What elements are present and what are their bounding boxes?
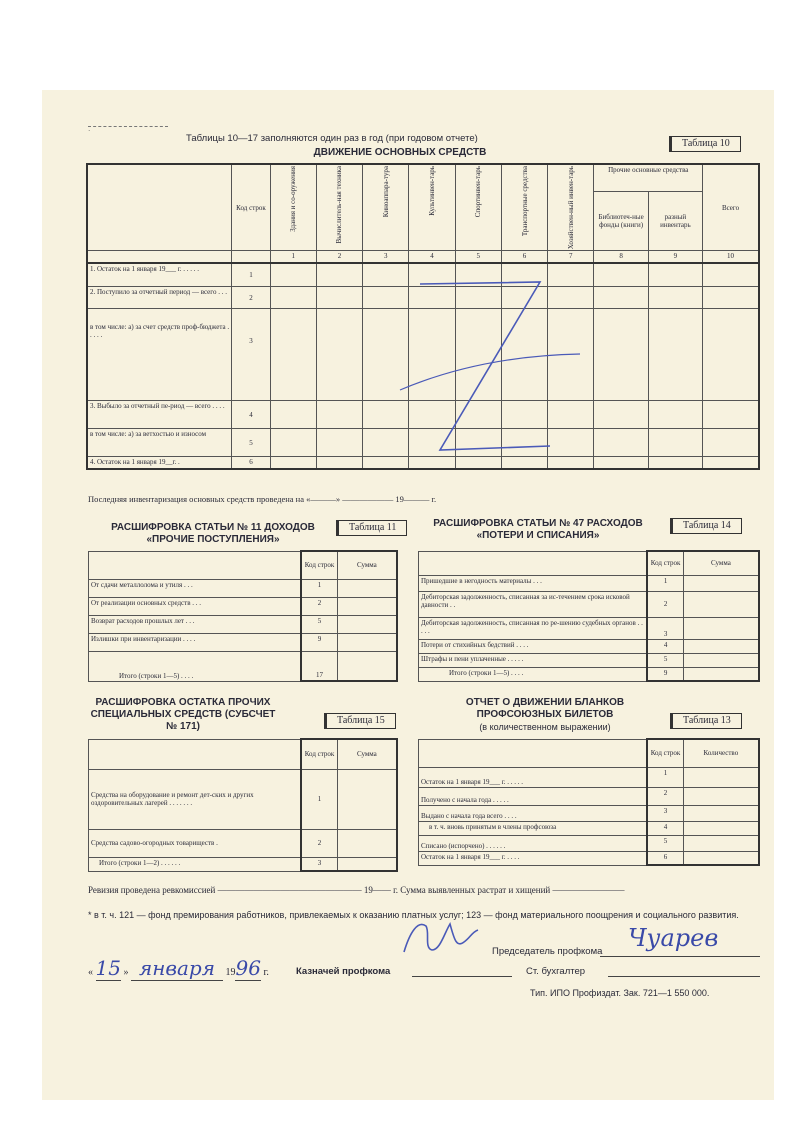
row-code: 5 [301,615,337,633]
col-header-2: Вычислитель-ная техника [335,166,344,244]
cell[interactable] [316,457,362,469]
col-number: 7 [548,251,594,263]
row-label: 3. Выбыло за отчетный пе-риод — всего . . . . [87,401,232,429]
col-header-8: Библиотеч-ные фонды (книги) [594,191,648,251]
row-code: 1 [301,579,337,597]
row-code: 2 [232,287,270,309]
revision-line: Ревизия проведена ревкомиссией ———————————————— 19—— г. Сумма выявленных растрат и хищений ———————— [88,885,625,895]
date-year[interactable]: 96 [235,956,261,980]
cell[interactable] [683,821,759,835]
table-row [89,829,398,857]
row-label: Получено с начала года . . . . . [419,787,648,805]
table-row [419,617,760,639]
cell[interactable] [270,309,316,401]
cell[interactable] [648,309,702,401]
row-code: 1 [232,263,270,287]
cell[interactable] [703,429,759,457]
chairman-label: Председатель профкома [492,946,603,957]
col-sum-header: Сумма [683,551,759,575]
table-row [419,787,760,805]
col-number: 5 [455,251,501,263]
cell[interactable] [316,401,362,429]
cell[interactable] [270,401,316,429]
cell[interactable] [703,457,759,469]
col-qty-header: Количество [683,739,759,767]
col-header-7: Хозяйствен-ный инвен-тарь [566,166,575,250]
table-14-title: РАСШИФРОВКА СТАТЬИ № 47 РАСХОДОВ «ПОТЕРИ И СПИСАНИЯ» [433,518,643,541]
row-code: 2 [647,787,683,805]
chairman-line [600,956,760,957]
cell[interactable] [270,457,316,469]
table-row [419,835,760,851]
cell[interactable] [270,429,316,457]
row-code: 17 [301,651,337,681]
row-code: 1 [301,769,337,829]
table-row [89,769,398,829]
row-code: 9 [647,667,683,681]
table-11-title: РАСШИФРОВКА СТАТЬИ № 11 ДОХОДОВ «ПРОЧИЕ ПОСТУПЛЕНИЯ» [111,522,315,545]
row-code: 1 [647,575,683,591]
inventory-line: Последняя инвентаризация основных средств проведена на «———» —————— 19——— г. [88,494,437,504]
row-label: в том числе: а) за ветхостью и износом [87,429,232,457]
cell[interactable] [270,263,316,287]
table-13 [418,738,760,866]
table-14-tag: Таблица 14 [670,518,742,534]
row-code: 4 [647,639,683,653]
row-code: 3 [647,617,683,639]
cell[interactable] [648,263,702,287]
cell[interactable] [683,787,759,805]
table-row [419,591,760,617]
table-row [419,821,760,835]
row-label: 1. Остаток на 1 января 19___ г. . . . . . [87,263,232,287]
cell[interactable] [337,769,397,829]
row-code: 6 [232,457,270,469]
row-label: 4. Остаток на 1 января 19__г. . [87,457,232,469]
col-number: 6 [501,251,547,263]
table-15 [88,738,398,872]
cell[interactable] [683,617,759,639]
table-15-title: РАСШИФРОВКА ОСТАТКА ПРОЧИХ СПЕЦИАЛЬНЫХ СРЕДСТВ (СУБСЧЕТ № 171) [90,697,276,732]
row-code: 9 [301,633,337,651]
cell[interactable] [316,309,362,401]
date-month[interactable]: января [131,956,223,981]
col-header-1: Здания и со-оружения [289,166,298,232]
row-label: в т. ч. вновь принятым в члены профсоюза [419,821,648,835]
date-prefix: « [88,967,93,978]
row-label: Возврат расходов прошлых лет . . . [89,615,302,633]
row-code: 6 [647,851,683,865]
table-row [89,579,398,597]
row-code: 3 [232,309,270,401]
col-sum-header: Сумма [337,739,397,769]
cell[interactable] [683,639,759,653]
col-header-6: Транспортные средства [520,166,529,237]
table-row [419,805,760,821]
cell[interactable] [648,287,702,309]
row-label: Выдано с начала года всего . . . . [419,805,648,821]
row-label: Остаток на 1 января 19___ г. . . . . [419,851,648,865]
col-header-4: Культинвен-тарь [428,166,436,216]
table-row [89,597,398,615]
row-code: 2 [301,597,337,615]
cell[interactable] [337,651,397,681]
table-row [419,851,760,865]
col-group-other: Прочие основные средства [594,164,703,191]
col-header-3: Киноаппара-тура [381,166,390,218]
row-label: Остаток на 1 января 19___ г. . . . . . [419,767,648,787]
date-block [88,956,269,980]
cell[interactable] [337,615,397,633]
date-sep: » [123,967,129,978]
table-11-tag: Таблица 11 [336,520,407,536]
row-label: Штрафы и пени уплаченные . . . . . [419,653,648,667]
row-label: Итого (строки 1—5) . . . . [419,667,648,681]
col-code-header: Код строк [232,164,270,251]
table-14 [418,550,760,682]
col-header-10: Всего [703,164,759,251]
row-label: От реализации основных средств . . . [89,597,302,615]
cell[interactable] [316,287,362,309]
row-label: Списано (испорчено) . . . . . . [419,835,648,851]
cell[interactable] [703,309,759,401]
table-row [89,633,398,651]
row-label: Итого (строки 1—2) . . . . . . [89,857,302,871]
row-code: 2 [301,829,337,857]
table-row [89,651,398,681]
row-label: Итого (строки 1—5) . . . . [89,651,302,681]
col-code-header: Код строк [301,739,337,769]
table-15-tag: Таблица 15 [324,713,396,729]
printer-imprint: Тип. ИПО Профиздат. Зак. 721—1 550 000. [530,988,710,998]
table-13-tag: Таблица 13 [670,713,742,729]
cell[interactable] [337,579,397,597]
row-code: 4 [232,401,270,429]
cell[interactable] [683,591,759,617]
col-number: 1 [270,251,316,263]
handwritten-strike-mark [380,270,620,470]
cell[interactable] [648,457,702,469]
cell[interactable] [703,263,759,287]
top-stamp: · [88,126,168,135]
row-label: Дебиторская задолженность, списанная по ре-шению судебных органов . . . . . [419,617,648,639]
row-code: 3 [647,805,683,821]
treasurer-label: Казначей профкома [296,966,391,977]
cell[interactable] [683,667,759,681]
cell[interactable] [703,401,759,429]
table-row [89,615,398,633]
col-header-9: разный инвентарь [648,191,702,251]
cell[interactable] [337,857,397,871]
row-label: 2. Поступило за отчетный период — всего . . . [87,287,232,309]
cell[interactable] [683,851,759,865]
col-code-header: Код строк [647,739,683,767]
table-row [419,575,760,591]
cell[interactable] [270,287,316,309]
col-header-5: Спортинвен-тарь [474,166,483,218]
cell[interactable] [316,263,362,287]
col-number: 10 [703,251,759,263]
cell[interactable] [683,835,759,851]
col-number: 9 [648,251,702,263]
row-code: 3 [301,857,337,871]
table-11 [88,550,398,682]
accountant-line [608,976,760,977]
row-code: 2 [647,591,683,617]
table-10-title: ДВИЖЕНИЕ ОСНОВНЫХ СРЕДСТВ [313,147,487,158]
date-suffix: г. [263,967,269,978]
row-code: 5 [647,835,683,851]
row-label: Дебиторская задолженность, списанная за ис-течением срока исковой давности . . [419,591,648,617]
row-code: 1 [647,767,683,787]
cell[interactable] [337,829,397,857]
treasurer-line [412,976,512,977]
cell[interactable] [703,287,759,309]
row-label: От сдачи металлолома и утиля . . . [89,579,302,597]
table-10-tag: Таблица 10 [669,136,741,152]
date-year-prefix: 19 [225,967,236,978]
cell[interactable] [683,575,759,591]
cell[interactable] [648,429,702,457]
col-sum-header: Сумма [337,551,397,579]
cell[interactable] [683,653,759,667]
table-row [419,767,760,787]
row-label: в том числе: а) за счет средств проф-бюджета . . . . . [87,309,232,401]
chairman-signature: Чуарев [628,924,719,952]
col-code-header: Код строк [301,551,337,579]
row-label: Средства на оборудование и ремонт дет-ских и других оздоровительных лагерей . . . . . . . [89,769,302,829]
table-13-title: ОТЧЕТ О ДВИЖЕНИИ БЛАНКОВ ПРОФСОЮЗНЫХ БИЛЕТОВ [465,697,625,720]
row-label: Пришедшие в негодность материалы . . . [419,575,648,591]
row-code: 5 [647,653,683,667]
col-number: 2 [316,251,362,263]
col-number: 8 [594,251,648,263]
col-code-header: Код строк [647,551,683,575]
table-13-subtitle: (в количественном выражении) [479,722,611,732]
accountant-label: Ст. бухгалтер [526,966,586,977]
row-code: 5 [232,429,270,457]
cell[interactable] [648,401,702,429]
col-number: 3 [363,251,409,263]
row-label: Излишки при инвентаризации . . . . [89,633,302,651]
row-code: 4 [647,821,683,835]
table-10-corner [87,164,232,251]
table-row [419,667,760,681]
col-number: 4 [409,251,455,263]
cell[interactable] [337,633,397,651]
cell[interactable] [316,429,362,457]
table-row [419,653,760,667]
table-row [419,639,760,653]
footnote: * в т. ч. 121 — фонд премирования работников, привлекаемых к оказанию платных услуг; 123 — фонд материального поощрения и социального развития. [88,910,739,920]
table-note: Таблицы 10—17 заполняются один раз в год (при годовом отчете) [186,133,478,144]
cell[interactable] [337,597,397,615]
row-label: Потери от стихийных бедствий . . . . [419,639,648,653]
row-label: Средства садово-огородных товариществ . [89,829,302,857]
date-day[interactable]: 15 [95,956,121,980]
cell[interactable] [683,767,759,787]
table-row [89,857,398,871]
cell[interactable] [683,805,759,821]
